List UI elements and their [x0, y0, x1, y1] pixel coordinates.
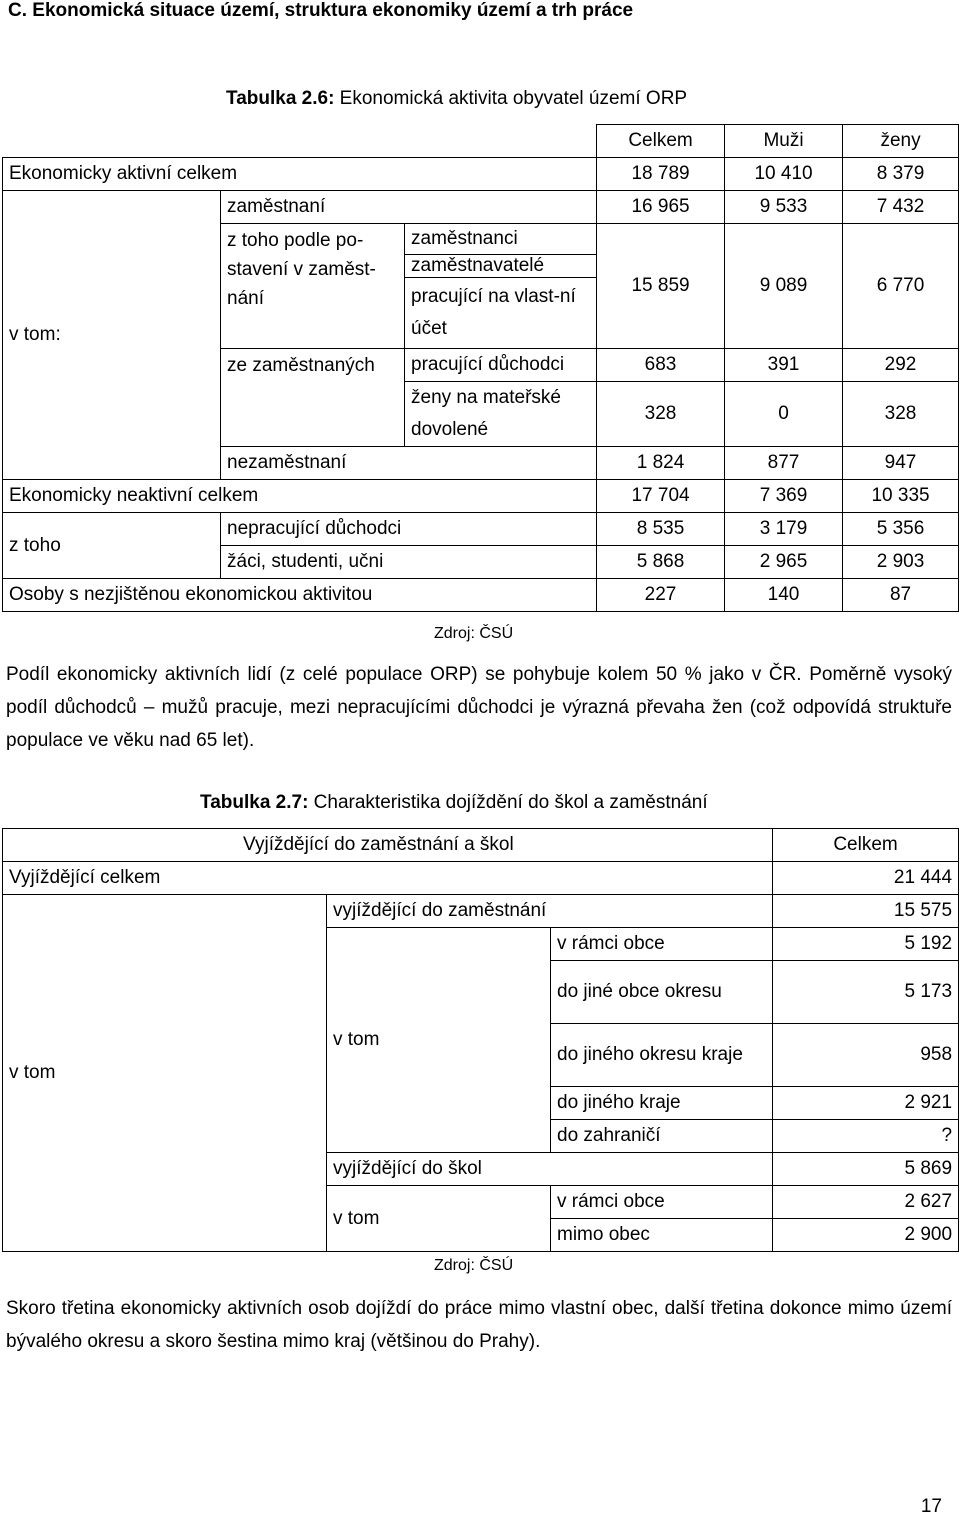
cell: 958 [773, 1024, 959, 1087]
table2-label: Tabulka 2.7: [200, 792, 309, 813]
cell: 947 [843, 447, 959, 480]
row-label-zam-3: do jiného kraje [551, 1087, 773, 1120]
cell: 17 704 [597, 480, 725, 513]
table1-caption [226, 88, 687, 110]
row-label-v-tom: v tom: [3, 191, 221, 480]
cell: 5 173 [773, 961, 959, 1024]
row-label-v-tom-inner: v tom [327, 928, 551, 1153]
cell: 292 [843, 349, 959, 382]
row-label-nepracujici-duchodci: nepracující důchodci [221, 513, 597, 546]
row-label-celkem: Vyjíždějící celkem [3, 862, 773, 895]
economic-activity-table [2, 124, 959, 612]
row-label-zamestnanci: zaměstnanci [405, 224, 597, 255]
table2-caption [200, 792, 708, 814]
cell: 140 [725, 579, 843, 612]
row-label-zamestnani: vyjíždějící do zaměstnání [327, 895, 773, 928]
cell: 7 369 [725, 480, 843, 513]
cell: 6 770 [843, 224, 959, 349]
table2-title: Charakteristika dojíždění do škol a zaměstnání [308, 792, 708, 813]
table1-label: Tabulka 2.6: [226, 88, 335, 109]
cell: 87 [843, 579, 959, 612]
cell: 391 [725, 349, 843, 382]
row-label-v-tom-skoly: v tom [327, 1186, 551, 1252]
row-label-zam-4: do zahraničí [551, 1120, 773, 1153]
cell: 5 868 [597, 546, 725, 579]
row-label-zamestnavatele: zaměstnavatelé [405, 255, 597, 278]
row-label-zam-0: v rámci obce [551, 928, 773, 961]
table1-source: Zdroj: ČSÚ [434, 625, 514, 642]
row-label-nezjistena: Osoby s nezjištěnou ekonomickou aktivitou [3, 579, 597, 612]
cell: 0 [725, 382, 843, 447]
cell: 683 [597, 349, 725, 382]
cell: 2 900 [773, 1219, 959, 1252]
cell: 1 824 [597, 447, 725, 480]
row-label-zamestnani: zaměstnaní [221, 191, 597, 224]
cell: 9 533 [725, 191, 843, 224]
col-header-zeny: ženy [843, 125, 959, 158]
table1-title: Ekonomická aktivita obyvatel území ORP [334, 88, 688, 109]
cell: 3 179 [725, 513, 843, 546]
cell: 5 356 [843, 513, 959, 546]
section-heading: C. Ekonomická situace území, struktura ekonomiky území a trh práce [8, 0, 634, 21]
paragraph-2: Skoro třetina ekonomicky aktivních osob dojíždí do práce mimo vlastní obec, další třetina dokonce mimo území bývalého okresu a skoro šestina mimo kraj (většinou do Prahy). [6, 1298, 952, 1352]
cell: 9 089 [725, 224, 843, 349]
page-number: 17 [920, 1496, 942, 1517]
commuting-table [2, 828, 959, 1252]
row-label-ek-aktivni: Ekonomicky aktivní celkem [3, 158, 597, 191]
row-label-zam-1: do jiné obce okresu [551, 961, 773, 1024]
row-label-pracujici-duchodci: pracující důchodci [405, 349, 597, 382]
row-label-ek-neaktivni: Ekonomicky neaktivní celkem [3, 480, 597, 513]
cell: 2 627 [773, 1186, 959, 1219]
col-header-muzi: Muži [725, 125, 843, 158]
row-label-z-toho-podle: z toho podle po-stavení v zaměst-nání [221, 224, 405, 349]
cell: 15 575 [773, 895, 959, 928]
table2-source: Zdroj: ČSÚ [434, 1257, 514, 1274]
cell: 877 [725, 447, 843, 480]
row-label-skoly: vyjíždějící do škol [327, 1153, 773, 1186]
cell: 328 [843, 382, 959, 447]
cell: 10 410 [725, 158, 843, 191]
header-celkem: Celkem [773, 829, 959, 862]
row-label-zaci: žáci, studenti, učni [221, 546, 597, 579]
header-vyjizdejici: Vyjíždějící do zaměstnání a škol [3, 829, 773, 862]
cell: ? [773, 1120, 959, 1153]
cell: 227 [597, 579, 725, 612]
cell: 328 [597, 382, 725, 447]
row-label-v-tom: v tom [3, 895, 327, 1252]
cell: 2 921 [773, 1087, 959, 1120]
cell: 2 903 [843, 546, 959, 579]
row-label-nezamestnani: nezaměstnaní [221, 447, 597, 480]
row-label-z-toho: z toho [3, 513, 221, 579]
cell: 2 965 [725, 546, 843, 579]
cell: 5 869 [773, 1153, 959, 1186]
paragraph-1: Podíl ekonomicky aktivních lidí (z celé populace ORP) se pohybuje kolem 50 % jako v ČR. Poměrně vysoký podíl důchodců – mužů pracuje, mezi nepracujícími důchodci je výrazná převaha žen (což odpovídá struktuře populace ve věku nad 65 let). [6, 664, 952, 751]
cell: 18 789 [597, 158, 725, 191]
cell: 10 335 [843, 480, 959, 513]
row-label-materske: ženy na mateřské dovolené [405, 382, 597, 447]
row-label-skoly-1: mimo obec [551, 1219, 773, 1252]
cell: 5 192 [773, 928, 959, 961]
row-label-skoly-0: v rámci obce [551, 1186, 773, 1219]
cell: 8 535 [597, 513, 725, 546]
row-label-zam-2: do jiného okresu kraje [551, 1024, 773, 1087]
cell: 8 379 [843, 158, 959, 191]
cell: 21 444 [773, 862, 959, 895]
cell: 7 432 [843, 191, 959, 224]
col-header-celkem: Celkem [597, 125, 725, 158]
cell: 16 965 [597, 191, 725, 224]
cell: 15 859 [597, 224, 725, 349]
row-label-ze-zamestnanych: ze zaměstnaných [221, 349, 405, 447]
row-label-vlastni-ucet: pracující na vlast-ní účet [405, 278, 597, 349]
